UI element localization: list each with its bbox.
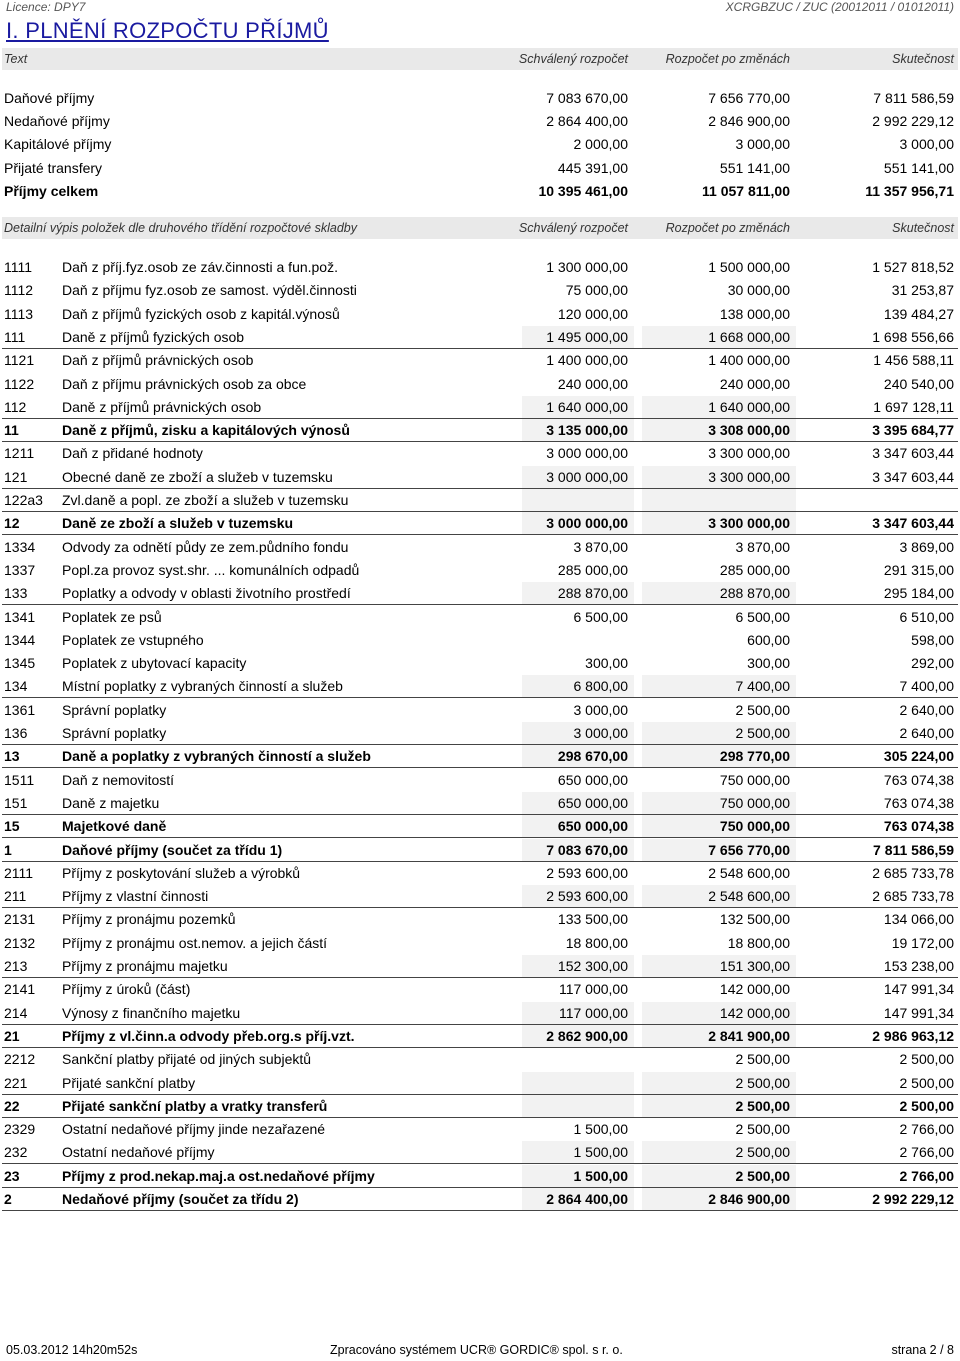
- value-actual: 2 992 229,12: [872, 1191, 954, 1207]
- report-id-text: XCRGBZUC / ZUC (20012011 / 01012011): [725, 0, 954, 14]
- item-label: Příjmy z pronájmu pozemků: [62, 911, 236, 928]
- table-row: [2, 1095, 958, 1118]
- table-row: [2, 815, 958, 838]
- value-cell-shade: [522, 1072, 634, 1094]
- value-actual: 305 224,00: [883, 748, 954, 765]
- table-row: [2, 1048, 958, 1070]
- table-row: [2, 792, 958, 815]
- value-after-changes: 551 141,00: [719, 159, 790, 176]
- row-label: Přijaté transfery: [4, 159, 103, 176]
- item-code: 1211: [4, 445, 35, 462]
- item-label: Příjmy z vl.činn.a odvody přeb.org.s příj.vzt.: [62, 1027, 355, 1044]
- item-label: Správní poplatky: [62, 701, 167, 718]
- value-after-changes: 142 000,00: [719, 981, 790, 998]
- value-actual: 2 500,00: [899, 1074, 954, 1091]
- item-label: Daň z příjmů fyzických osob z kapitál.výnosů: [62, 305, 340, 322]
- value-after-changes: 11 057 811,00: [702, 182, 790, 199]
- item-code: 213: [4, 958, 28, 974]
- item-code: 1361: [4, 701, 36, 718]
- value-approved: 120 000,00: [557, 305, 628, 322]
- item-label: Příjmy z pronájmu majetku: [62, 958, 228, 974]
- value-after-changes: 2 846 900,00: [708, 113, 790, 130]
- detail-table-header: [2, 217, 958, 239]
- item-code: 2132: [4, 934, 36, 951]
- table-row: [2, 326, 958, 349]
- header-after-changes: Rozpočet po změnách: [665, 52, 790, 66]
- value-approved: 117 000,00: [558, 981, 628, 998]
- value-cell-shade: [522, 489, 634, 511]
- value-after-changes: 2 500,00: [735, 725, 790, 741]
- value-after-changes: 7 656 770,00: [708, 841, 790, 858]
- table-row: [2, 745, 958, 768]
- item-code: 1341: [4, 608, 36, 625]
- item-label: Ostatní nedaňové příjmy: [62, 1144, 215, 1161]
- item-label: Přijaté sankční platby: [62, 1074, 196, 1091]
- table-row: [2, 373, 958, 395]
- value-actual: 2 685 733,78: [872, 864, 954, 881]
- item-code: 133: [4, 585, 28, 602]
- value-after-changes: 240 000,00: [719, 375, 790, 392]
- item-code: 1111: [4, 259, 33, 275]
- item-label: Příjmy z úroků (část): [62, 981, 191, 998]
- value-approved: 1 500,00: [573, 1167, 628, 1184]
- value-approved: 1 640 000,00: [546, 398, 628, 415]
- item-code: 121: [4, 468, 28, 485]
- table-row: [2, 512, 958, 535]
- item-code: 2212: [4, 1051, 36, 1068]
- item-label: Popl.za provoz syst.shr. ... komunálních odpadů: [62, 561, 360, 578]
- value-approved: 3 000 000,00: [546, 445, 628, 462]
- value-approved: 285 000,00: [557, 561, 628, 578]
- item-code: 1: [4, 841, 12, 858]
- value-actual: 2 640,00: [899, 701, 954, 718]
- item-label: Ostatní nedaňové příjmy jinde nezařazené: [62, 1121, 326, 1138]
- value-approved: 650 000,00: [557, 818, 628, 835]
- item-code: 1344: [4, 631, 36, 648]
- item-code: 23: [4, 1167, 20, 1184]
- value-after-changes: 300,00: [747, 655, 790, 672]
- value-after-changes: 151 300,00: [719, 958, 790, 974]
- header-actual: Skutečnost: [892, 52, 954, 66]
- value-after-changes: 142 000,00: [719, 1004, 790, 1021]
- value-actual: 292,00: [911, 655, 954, 672]
- value-approved: 152 300,00: [557, 958, 628, 974]
- item-label: Daň z příj.fyz.osob ze záv.činnosti a fun.pož.: [62, 259, 338, 275]
- value-after-changes: 1 668 000,00: [708, 328, 790, 345]
- summary-table-header: [2, 48, 958, 70]
- value-after-changes: 2 500,00: [735, 1074, 790, 1091]
- table-row: [2, 606, 958, 628]
- item-code: 1112: [4, 282, 34, 299]
- table-row: [2, 349, 958, 371]
- value-actual: 1 527 818,52: [872, 259, 954, 275]
- value-actual: 598,00: [911, 631, 954, 648]
- value-approved: 2 864 400,00: [546, 1191, 628, 1207]
- value-actual: 2 766,00: [899, 1167, 954, 1184]
- value-approved: 1 500,00: [573, 1144, 628, 1161]
- value-approved: 75 000,00: [565, 282, 628, 299]
- row-label: Příjmy celkem: [4, 182, 99, 199]
- value-approved: 2 864 400,00: [546, 113, 628, 130]
- item-code: 1121: [4, 352, 35, 369]
- item-label: Daňové příjmy (součet za třídu 1): [62, 841, 283, 858]
- value-approved: 7 083 670,00: [546, 841, 628, 858]
- value-actual: 2 766,00: [899, 1144, 954, 1161]
- value-approved: 3 000 000,00: [546, 515, 628, 532]
- value-after-changes: 1 400 000,00: [708, 352, 790, 369]
- table-row: [2, 722, 958, 745]
- item-label: Daň z přidané hodnoty: [62, 445, 203, 462]
- licence-text: Licence: DPY7: [6, 0, 86, 14]
- value-approved: 1 495 000,00: [546, 328, 628, 345]
- item-code: 12: [4, 515, 20, 532]
- item-code: 15: [4, 818, 20, 835]
- value-actual: 147 991,34: [883, 981, 954, 998]
- table-row: [2, 396, 958, 419]
- item-label: Poplatky a odvody v oblasti životního prostředí: [62, 585, 351, 602]
- item-code: 221: [4, 1074, 28, 1091]
- value-approved: 2 593 600,00: [546, 888, 628, 905]
- value-after-changes: 3 300 000,00: [708, 515, 790, 532]
- item-label: Zvl.daně a popl. ze zboží a služeb v tuzemsku: [62, 492, 349, 508]
- item-code: 2131: [4, 911, 36, 928]
- value-approved: 1 300 000,00: [546, 259, 628, 275]
- table-row: [2, 652, 958, 674]
- value-actual: 147 991,34: [883, 1004, 954, 1021]
- value-actual: 2 640,00: [899, 725, 954, 741]
- table-row: [2, 1118, 958, 1140]
- value-actual: 11 357 956,71: [865, 182, 954, 199]
- item-code: 111: [4, 328, 26, 345]
- value-actual: 139 484,27: [883, 305, 954, 322]
- item-code: 151: [4, 794, 28, 811]
- item-code: 112: [4, 398, 27, 415]
- value-approved: 288 870,00: [557, 585, 628, 602]
- summary-row: [2, 87, 958, 109]
- value-approved: 3 870,00: [573, 538, 628, 555]
- item-label: Nedaňové příjmy (součet za třídu 2): [62, 1191, 299, 1207]
- table-row: [2, 1165, 958, 1188]
- item-label: Odvody za odnětí půdy ze zem.půdního fondu: [62, 538, 349, 555]
- value-cell-shade: [522, 1095, 634, 1117]
- item-code: 22: [4, 1097, 20, 1114]
- item-label: Daň z nemovitostí: [62, 771, 175, 788]
- table-row: [2, 699, 958, 721]
- value-approved: 117 000,00: [558, 1004, 628, 1021]
- value-approved: 2 862 900,00: [546, 1027, 628, 1044]
- item-code: 122a3: [4, 492, 43, 508]
- item-code: 1334: [4, 538, 36, 555]
- value-actual: 240 540,00: [883, 375, 954, 392]
- header-approved: Schválený rozpočet: [518, 52, 628, 66]
- value-approved: 18 800,00: [565, 934, 628, 951]
- item-label: Daně z příjmů právnických osob: [62, 398, 262, 415]
- value-after-changes: 7 656 770,00: [708, 90, 790, 106]
- value-after-changes: 2 500,00: [735, 1051, 790, 1068]
- value-after-changes: 3 300 000,00: [708, 445, 790, 462]
- value-actual: 6 510,00: [899, 608, 954, 625]
- value-after-changes: 285 000,00: [719, 561, 790, 578]
- item-code: 232: [4, 1144, 28, 1161]
- row-label: Nedaňové příjmy: [4, 113, 110, 130]
- value-after-changes: 2 500,00: [735, 1121, 790, 1138]
- value-actual: 3 000,00: [899, 136, 954, 153]
- value-actual: 2 685 733,78: [872, 888, 954, 905]
- item-label: Příjmy z pronájmu ost.nemov. a jejich částí: [62, 934, 328, 951]
- footer-datetime: 05.03.2012 14h20m52s: [6, 1343, 138, 1357]
- value-after-changes: 2 500,00: [735, 1144, 790, 1161]
- footer-system: Zpracováno systémem UCR® GORDIC® spol. s r. o.: [330, 1343, 623, 1357]
- value-approved: 1 500,00: [573, 1121, 628, 1138]
- value-actual: 3 395 684,77: [872, 422, 954, 439]
- value-after-changes: 18 800,00: [727, 934, 790, 951]
- item-label: Přijaté sankční platby a vratky transferů: [62, 1097, 328, 1114]
- item-label: Daně z příjmů, zisku a kapitálových výnosů: [62, 422, 350, 439]
- item-label: Daně z majetku: [62, 794, 160, 811]
- item-code: 11: [4, 422, 19, 439]
- value-approved: 3 135 000,00: [546, 422, 628, 439]
- item-label: Příjmy z poskytování služeb a výrobků: [62, 864, 301, 881]
- value-actual: 1 456 588,11: [873, 352, 954, 369]
- value-actual: 2 992 229,12: [872, 113, 954, 130]
- item-code: 136: [4, 725, 28, 741]
- value-approved: 3 000,00: [573, 725, 628, 741]
- value-actual: 763 074,38: [883, 771, 954, 788]
- table-row: [2, 256, 958, 278]
- table-row: [2, 1141, 958, 1164]
- header-approved: Schválený rozpočet: [518, 221, 628, 235]
- footer-page-number: strana 2 / 8: [891, 1343, 954, 1357]
- table-row: [2, 303, 958, 325]
- value-after-changes: 7 400,00: [735, 678, 790, 695]
- table-row: [2, 955, 958, 978]
- item-label: Příjmy z prod.nekap.maj.a ost.nedaňové příjmy: [62, 1167, 375, 1184]
- value-actual: 291 315,00: [883, 561, 954, 578]
- value-approved: 300,00: [585, 655, 628, 672]
- value-actual: 134 066,00: [883, 911, 954, 928]
- item-code: 1122: [4, 375, 35, 392]
- value-after-changes: 30 000,00: [727, 282, 790, 299]
- item-label: Místní poplatky z vybraných činností a služeb: [62, 678, 343, 695]
- table-row: [2, 885, 958, 908]
- item-label: Daně z příjmů fyzických osob: [62, 328, 245, 345]
- header-after-changes: Rozpočet po změnách: [665, 221, 790, 235]
- table-row: [2, 419, 958, 442]
- table-row: [2, 978, 958, 1000]
- table-row: [2, 1072, 958, 1095]
- summary-row: [2, 157, 958, 179]
- value-actual: 153 238,00: [883, 958, 954, 974]
- value-actual: 1 697 128,11: [873, 398, 954, 415]
- item-code: 1511: [4, 771, 35, 788]
- value-actual: 2 766,00: [899, 1121, 954, 1138]
- value-approved: 650 000,00: [557, 771, 628, 788]
- value-actual: 3 347 603,44: [872, 445, 954, 462]
- table-row: [2, 769, 958, 791]
- value-after-changes: 3 300 000,00: [708, 468, 790, 485]
- report-topbar: [6, 0, 954, 14]
- summary-row: [2, 133, 958, 155]
- value-after-changes: 2 500,00: [735, 1097, 790, 1114]
- table-row: [2, 908, 958, 930]
- item-label: Daně ze zboží a služeb v tuzemsku: [62, 515, 294, 532]
- value-actual: 763 074,38: [883, 794, 954, 811]
- value-cell-shade: [642, 489, 796, 511]
- value-approved: 3 000 000,00: [546, 468, 628, 485]
- value-actual: 3 347 603,44: [872, 468, 954, 485]
- item-code: 211: [4, 888, 27, 905]
- value-actual: 7 400,00: [899, 678, 954, 695]
- value-after-changes: 3 870,00: [735, 538, 790, 555]
- value-approved: 6 500,00: [573, 608, 628, 625]
- value-actual: 295 184,00: [883, 585, 954, 602]
- row-label: Daňové příjmy: [4, 90, 95, 106]
- value-actual: 1 698 556,66: [872, 328, 954, 345]
- value-after-changes: 2 841 900,00: [708, 1027, 790, 1044]
- value-approved: 240 000,00: [557, 375, 628, 392]
- summary-row: [2, 180, 958, 202]
- item-label: Daně a poplatky z vybraných činností a služeb: [62, 748, 371, 765]
- item-label: Příjmy z vlastní činnosti: [62, 888, 209, 905]
- value-approved: 2 000,00: [573, 136, 628, 153]
- item-label: Daň z příjmu fyz.osob ze samost. výděl.činnosti: [62, 282, 357, 299]
- table-row: [2, 839, 958, 862]
- item-code: 2: [4, 1191, 12, 1207]
- value-actual: 2 500,00: [899, 1097, 954, 1114]
- value-after-changes: 2 500,00: [735, 701, 790, 718]
- value-approved: 7 083 670,00: [546, 90, 628, 106]
- value-after-changes: 138 000,00: [719, 305, 790, 322]
- value-approved: 3 000,00: [573, 701, 628, 718]
- value-after-changes: 2 846 900,00: [708, 1191, 790, 1207]
- summary-row: [2, 110, 958, 132]
- item-label: Poplatek z ubytovací kapacity: [62, 655, 247, 672]
- table-row: [2, 1002, 958, 1025]
- table-row: [2, 582, 958, 605]
- item-label: Daň z příjmů právnických osob: [62, 352, 254, 369]
- table-row: [2, 279, 958, 301]
- value-actual: 31 253,87: [891, 282, 954, 299]
- item-code: 214: [4, 1004, 28, 1021]
- item-code: 1113: [4, 305, 34, 322]
- value-actual: 2 986 963,12: [872, 1027, 954, 1044]
- item-label: Daň z příjmu právnických osob za obce: [62, 375, 307, 392]
- item-label: Poplatek ze psů: [62, 608, 162, 625]
- value-actual: 3 869,00: [899, 538, 954, 555]
- item-label: Obecné daně ze zboží a služeb v tuzemsku: [62, 468, 333, 485]
- value-actual: 763 074,38: [883, 818, 954, 835]
- table-row: [2, 442, 958, 464]
- header-detail-text: Detailní výpis položek dle druhového třídění rozpočtové skladby: [4, 221, 357, 235]
- value-approved: 2 593 600,00: [546, 864, 628, 881]
- value-actual: 7 811 586,59: [873, 841, 954, 858]
- value-approved: 650 000,00: [557, 794, 628, 811]
- value-after-changes: 6 500,00: [735, 608, 790, 625]
- value-after-changes: 288 870,00: [719, 585, 790, 602]
- value-after-changes: 2 548 600,00: [708, 888, 790, 905]
- table-row: [2, 862, 958, 884]
- value-after-changes: 298 770,00: [719, 748, 790, 765]
- header-actual: Skutečnost: [892, 221, 954, 235]
- value-actual: 3 347 603,44: [872, 515, 954, 532]
- row-label: Kapitálové příjmy: [4, 136, 112, 153]
- item-code: 13: [4, 748, 20, 765]
- value-actual: 7 811 586,59: [873, 90, 954, 106]
- value-after-changes: 750 000,00: [719, 794, 790, 811]
- table-row: [2, 1188, 958, 1211]
- table-row: [2, 466, 958, 489]
- page-title: I. PLNĚNÍ ROZPOČTU PŘÍJMŮ: [6, 18, 329, 43]
- item-code: 1345: [4, 655, 36, 672]
- value-after-changes: 1 500 000,00: [708, 259, 790, 275]
- value-approved: 133 500,00: [557, 911, 628, 928]
- value-approved: 445 391,00: [557, 159, 628, 176]
- item-label: Sankční platby přijaté od jiných subjektů: [62, 1051, 312, 1068]
- value-after-changes: 2 548 600,00: [708, 864, 790, 881]
- item-label: Správní poplatky: [62, 725, 167, 741]
- item-code: 2111: [4, 864, 34, 881]
- item-code: 2141: [4, 981, 36, 998]
- value-approved: 6 800,00: [573, 678, 628, 695]
- value-after-changes: 1 640 000,00: [708, 398, 790, 415]
- table-row: [2, 536, 958, 558]
- table-row: [2, 489, 958, 512]
- value-approved: 10 395 461,00: [538, 182, 628, 199]
- value-actual: 19 172,00: [891, 934, 954, 951]
- value-approved: 298 670,00: [557, 748, 628, 765]
- table-row: [2, 675, 958, 698]
- item-code: 2329: [4, 1121, 36, 1138]
- value-after-changes: 750 000,00: [719, 771, 790, 788]
- item-label: Výnosy z finančního majetku: [62, 1004, 241, 1021]
- item-code: 21: [4, 1027, 20, 1044]
- item-code: 1337: [4, 561, 36, 578]
- item-code: 134: [4, 678, 28, 695]
- value-actual: 551 141,00: [883, 159, 954, 176]
- item-label: Majetkové daně: [62, 818, 167, 835]
- header-text: Text: [4, 52, 28, 66]
- item-label: Poplatek ze vstupného: [62, 631, 204, 648]
- table-row: [2, 629, 958, 651]
- value-after-changes: 132 500,00: [719, 911, 790, 928]
- value-after-changes: 3 308 000,00: [708, 422, 790, 439]
- value-approved: 1 400 000,00: [546, 352, 628, 369]
- value-after-changes: 3 000,00: [735, 136, 790, 153]
- table-row: [2, 559, 958, 581]
- value-after-changes: 750 000,00: [719, 818, 790, 835]
- value-after-changes: 600,00: [747, 631, 790, 648]
- value-actual: 2 500,00: [899, 1051, 954, 1068]
- table-row: [2, 932, 958, 954]
- table-row: [2, 1025, 958, 1048]
- value-after-changes: 2 500,00: [735, 1167, 790, 1184]
